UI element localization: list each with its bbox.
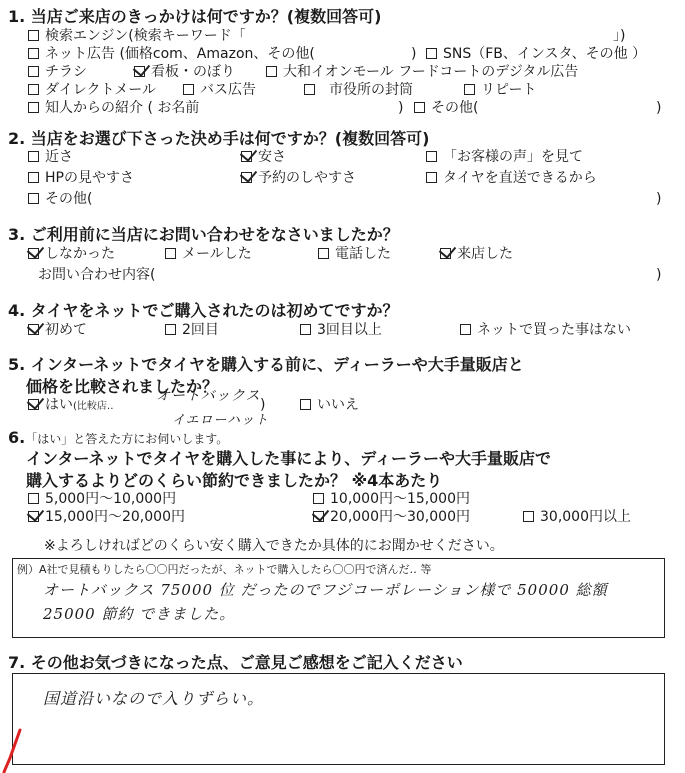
q1-search-close: 」) xyxy=(613,28,626,44)
q6-request: ※よろしければどのくらい安く購入できたか具体的にお聞かせください。 xyxy=(44,538,504,554)
q5-title-line1: 5. インターネットでタイヤを購入する前に、ディーラーや大手量販店と xyxy=(8,355,524,374)
q6-example: 例）A社で見積もりしたら〇〇円だったが、ネットで購入したら〇〇円で済んだ‥ 等 xyxy=(17,563,432,576)
checkbox-icon[interactable] xyxy=(464,84,475,95)
q6-5k-option[interactable]: 5,000円～10,000円 xyxy=(28,490,176,508)
q6-answer-line2: 25000 節約 できました。 xyxy=(43,605,236,623)
q4-second-option[interactable]: 2回目 xyxy=(165,321,219,339)
q1-repeat-option[interactable]: リピート xyxy=(464,81,536,99)
q4-first-option[interactable]: 初めて xyxy=(28,321,87,339)
q3-inquiry-close: ) xyxy=(656,267,662,283)
q1-other-option[interactable]: その他( xyxy=(414,99,478,117)
checkbox-icon[interactable] xyxy=(28,84,39,95)
q5-yes-close: ) xyxy=(260,397,266,413)
checkbox-checked-icon[interactable] xyxy=(241,172,252,183)
q7-title: 7. その他お気づきになった点、ご意見ご感想をご記入ください xyxy=(8,653,463,672)
q1-flyer-option[interactable]: チラシ xyxy=(28,63,87,81)
q6-title-line1: インターネットでタイヤを購入した事により、ディーラーや大手量販店で xyxy=(26,449,551,468)
checkbox-icon[interactable] xyxy=(28,172,39,183)
q4-never-option[interactable]: ネットで買った事はない xyxy=(460,321,631,339)
q7-answer-box[interactable] xyxy=(12,673,665,765)
q3-mail-option[interactable]: メールした xyxy=(165,245,252,263)
q5-title-line2: 価格を比較されましたか？ xyxy=(26,377,219,396)
checkbox-icon[interactable] xyxy=(28,151,39,162)
q3-title: 3. ご利用前に当店にお問い合わせをなさいましたか？ xyxy=(8,225,399,244)
q1-signboard-option[interactable]: 看板・のぼり xyxy=(134,63,235,81)
q1-title: 1. 当店ご来店のきっかけは何ですか？(複数回答可) xyxy=(8,7,382,26)
q3-none-option[interactable]: しなかった xyxy=(28,245,115,263)
q6-note: 「はい」と答えた方にお伺いします。 xyxy=(25,432,229,446)
checkbox-icon[interactable] xyxy=(183,84,194,95)
q1-bus-ad-option[interactable]: バス広告 xyxy=(183,81,256,99)
q1-referral-option[interactable]: 知人からの紹介 ( お名前 xyxy=(28,99,199,117)
q4-title: 4. タイヤをネットでご購入されたのは初めてですか？ xyxy=(8,301,399,320)
checkbox-checked-icon[interactable] xyxy=(28,248,39,259)
checkbox-icon[interactable] xyxy=(426,48,437,59)
q2-other-option[interactable]: その他( xyxy=(28,190,92,208)
q5-no-option[interactable]: いいえ xyxy=(300,396,359,414)
red-pen-mark-icon xyxy=(0,728,26,773)
q6-10k-option[interactable]: 10,000円～15,000円 xyxy=(313,490,470,508)
q2-voice-option[interactable]: 「お客様の声」を見て xyxy=(426,148,583,166)
q6-30k-option[interactable]: 30,000円以上 xyxy=(523,508,631,526)
checkbox-icon[interactable] xyxy=(28,66,39,77)
q7-answer: 国道沿いなので入りずらい。 xyxy=(43,689,265,708)
checkbox-icon[interactable] xyxy=(460,324,471,335)
q6-answer-box[interactable] xyxy=(12,558,665,638)
checkbox-icon[interactable] xyxy=(28,48,39,59)
q5-yes-option[interactable]: はい(比較店‥ xyxy=(28,396,114,416)
q3-phone-option[interactable]: 電話した xyxy=(318,245,391,263)
checkbox-icon[interactable] xyxy=(28,30,39,41)
q2-direct-ship-option[interactable]: タイヤを直送できるから xyxy=(426,169,597,187)
checkbox-icon[interactable] xyxy=(426,151,437,162)
q6-header xyxy=(8,428,228,447)
checkbox-icon[interactable] xyxy=(165,248,176,259)
checkbox-icon[interactable] xyxy=(28,102,39,113)
checkbox-icon[interactable] xyxy=(300,399,311,410)
q3-inquiry-label: お問い合わせ内容( xyxy=(38,267,156,283)
checkbox-checked-icon[interactable] xyxy=(134,66,145,77)
checkbox-icon[interactable] xyxy=(414,102,425,113)
checkbox-checked-icon[interactable] xyxy=(241,151,252,162)
checkbox-icon[interactable] xyxy=(28,493,39,504)
q1-search-engine-option[interactable]: 検索エンジン(検索キーワード「 xyxy=(28,27,246,45)
checkbox-icon[interactable] xyxy=(426,172,437,183)
q1-dm-option[interactable]: ダイレクトメール xyxy=(28,81,156,99)
q6-prefix: 6. xyxy=(8,428,26,447)
q2-other-close: ) xyxy=(656,191,662,207)
checkbox-checked-icon[interactable] xyxy=(28,324,39,335)
q2-booking-option[interactable]: 予約のしやすさ xyxy=(241,169,356,187)
q1-sns-option[interactable]: SNS（FB、インスタ、その他 ） xyxy=(426,45,646,63)
q2-cheap-option[interactable]: 安さ xyxy=(241,148,286,166)
checkbox-icon[interactable] xyxy=(28,193,39,204)
q6-answer-line1: オートバックス 75000 位 だったのでフジコーポレーション様で 50000 総額 xyxy=(43,581,608,599)
checkbox-icon[interactable] xyxy=(266,66,277,77)
checkbox-icon[interactable] xyxy=(300,324,311,335)
q6-15k-option[interactable]: 15,000円～20,000円 xyxy=(28,508,185,526)
q1-aeon-ad-option[interactable]: 大和イオンモール フードコートのデジタル広告 xyxy=(266,63,578,81)
checkbox-crossed-out-icon[interactable] xyxy=(28,511,39,522)
q4-third-option[interactable]: 3回目以上 xyxy=(300,321,382,339)
checkbox-icon[interactable] xyxy=(304,84,315,95)
checkbox-icon[interactable] xyxy=(523,511,534,522)
q2-near-option[interactable]: 近さ xyxy=(28,148,73,166)
q5-shop2-handwritten: イエローハット xyxy=(172,413,269,428)
q2-hp-option[interactable]: HPの見やすさ xyxy=(28,169,134,187)
checkbox-checked-icon[interactable] xyxy=(313,511,324,522)
q2-title: 2. 当店をお選び下さった決め手は何ですか？(複数回答可) xyxy=(8,129,430,148)
q5-shop1-handwritten: オートバックス xyxy=(156,388,261,404)
checkbox-checked-icon[interactable] xyxy=(28,399,39,410)
q1-referral-close: ) xyxy=(398,100,404,116)
q6-20k-option[interactable]: 20,000円～30,000円 xyxy=(313,508,470,526)
checkbox-icon[interactable] xyxy=(313,493,324,504)
checkbox-icon[interactable] xyxy=(318,248,329,259)
q3-visit-option[interactable]: 来店した xyxy=(440,245,513,263)
q1-net-ad-option[interactable]: ネット広告 (価格com、Amazon、その他( xyxy=(28,45,315,63)
q1-net-ad-close: ) xyxy=(411,46,417,62)
checkbox-checked-icon[interactable] xyxy=(440,248,451,259)
q6-title-line2: 購入するよりどのくらい節約できましたか？ ※4本あたり xyxy=(26,471,443,490)
q1-other-close: ) xyxy=(656,100,662,116)
q1-city-envelope-option[interactable]: 市役所の封筒 xyxy=(304,81,413,99)
checkbox-icon[interactable] xyxy=(165,324,176,335)
